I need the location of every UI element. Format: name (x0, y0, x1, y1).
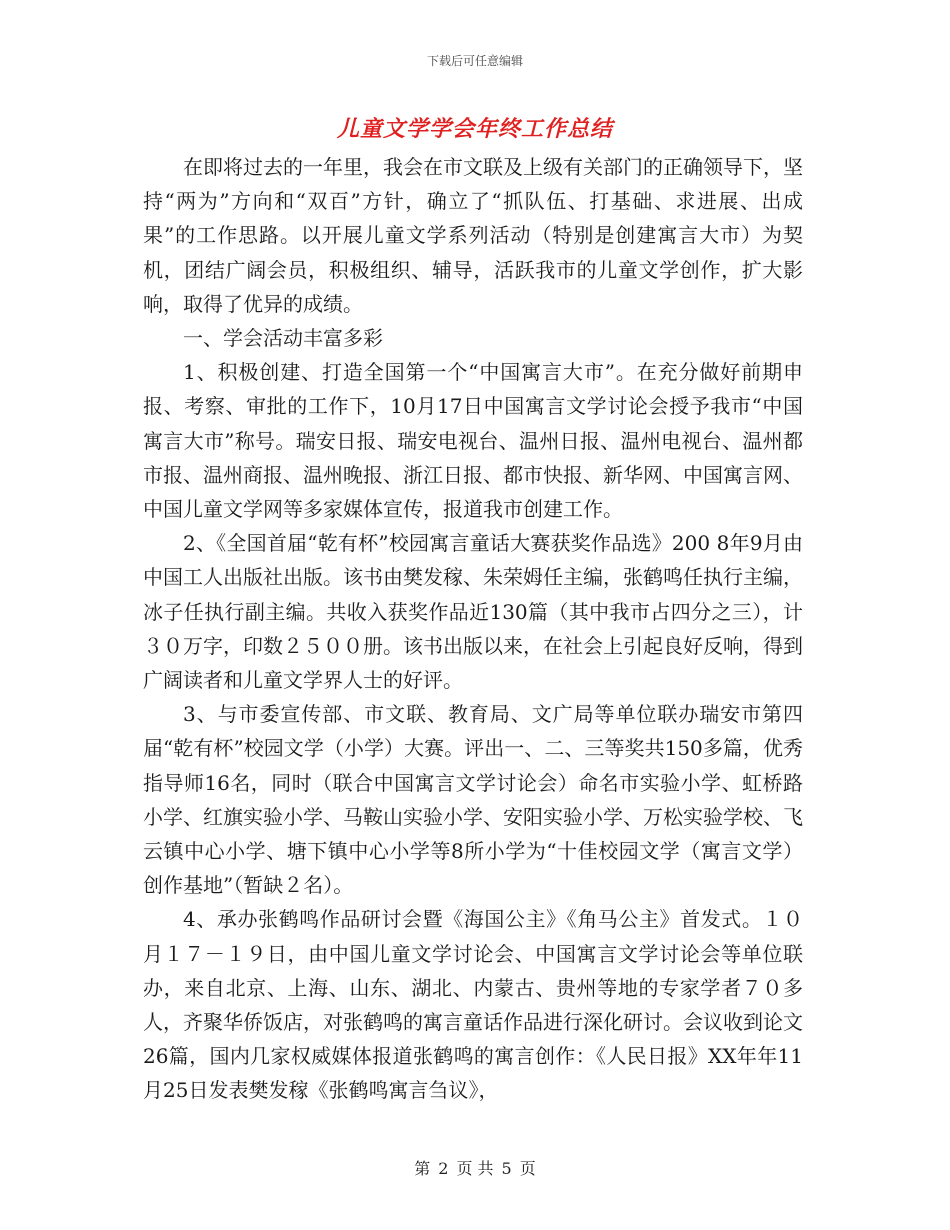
document-title: 儿童文学学会年终工作总结 (336, 116, 613, 142)
section-heading: 一、学会活动丰富多彩 (183, 326, 383, 351)
page-total: 5 (501, 1159, 512, 1178)
paragraph-item-2: 2、《全国首届“乾有杯”校园寓言童话大赛获奖作品选》200 8年9月由中国工人出版社出版。该书由樊发稼、朱荣姆任主编，张鹤鸣任执行主编，冰子任执行副主编。共收入获奖作品近130篇（其中我市占四分之三），计３０万字，印数２５００册。该书出版以来，在社会上引起良好反响，得到广阔读者和儿童文学界人士的好评。 (143, 531, 803, 693)
page-label-mid: 页 共 (456, 1159, 494, 1178)
paragraph-intro: 在即将过去的一年里，我会在市文联及上级有关部门的正确领导下，坚持“两为”方向和“双百”方针，确立了“抓队伍、打基础、求进展、出成果”的工作思路。以开展儿童文学系列活动（特别是创建寓言大市）为契机，团结广阔会员，积极组织、辅导，活跃我市的儿童文学创作，扩大影响，取得了优异的成绩。 (143, 155, 803, 316)
page-label-post: 页 (519, 1159, 536, 1178)
document-body (143, 150, 803, 1108)
page-header-note: 下载后可任意编辑 (426, 54, 523, 68)
page-number: 2 (438, 1159, 449, 1178)
page-label-pre: 第 (414, 1159, 431, 1178)
page-footer (0, 1156, 950, 1179)
paragraph-item-3: 3、与市委宣传部、市文联、教育局、文广局等单位联办瑞安市第四届“乾有杯”校园文学（小学）大赛。评出一、二、三等奖共150多篇，优秀指导师16名，同时（联合中国寓言文学讨论会）命名市实验小学、虹桥路小学、红旗实验小学、马鞍山实验小学、安阳实验小学、万松实验学校、飞云镇中心小学、塘下镇中心小学等8所小学为“十佳校园文学（寓言文学）创作基地”（暂缺２名）。 (143, 702, 803, 898)
paragraph-item-4: 4、承办张鹤鸣作品研讨会暨《海国公主》《角马公主》首发式。１０月１７－１９日，由中国儿童文学讨论会、中国寓言文学讨论会等单位联办，来自北京、上海、山东、湖北、内蒙古、贵州等地的专家学者７０多人，齐聚华侨饭店，对张鹤鸣的寓言童话作品进行深化研讨。会议收到论文26篇，国内几家权威媒体报道张鹤鸣的寓言创作：《人民日报》XX年年11月25日发表樊发稼《张鹤鸣寓言刍议》， (143, 907, 803, 1103)
paragraph-item-1: 1、积极创建、打造全国第一个“中国寓言大市”。在充分做好前期申报、考察、审批的工作下，10月17日中国寓言文学讨论会授予我市“中国寓言大市”称号。瑞安日报、瑞安电视台、温州日报、温州电视台、温州都市报、温州商报、温州晚报、浙江日报、都市快报、新华网、中国寓言网、中国儿童文学网等多家媒体宣传，报道我市创建工作。 (143, 360, 803, 522)
